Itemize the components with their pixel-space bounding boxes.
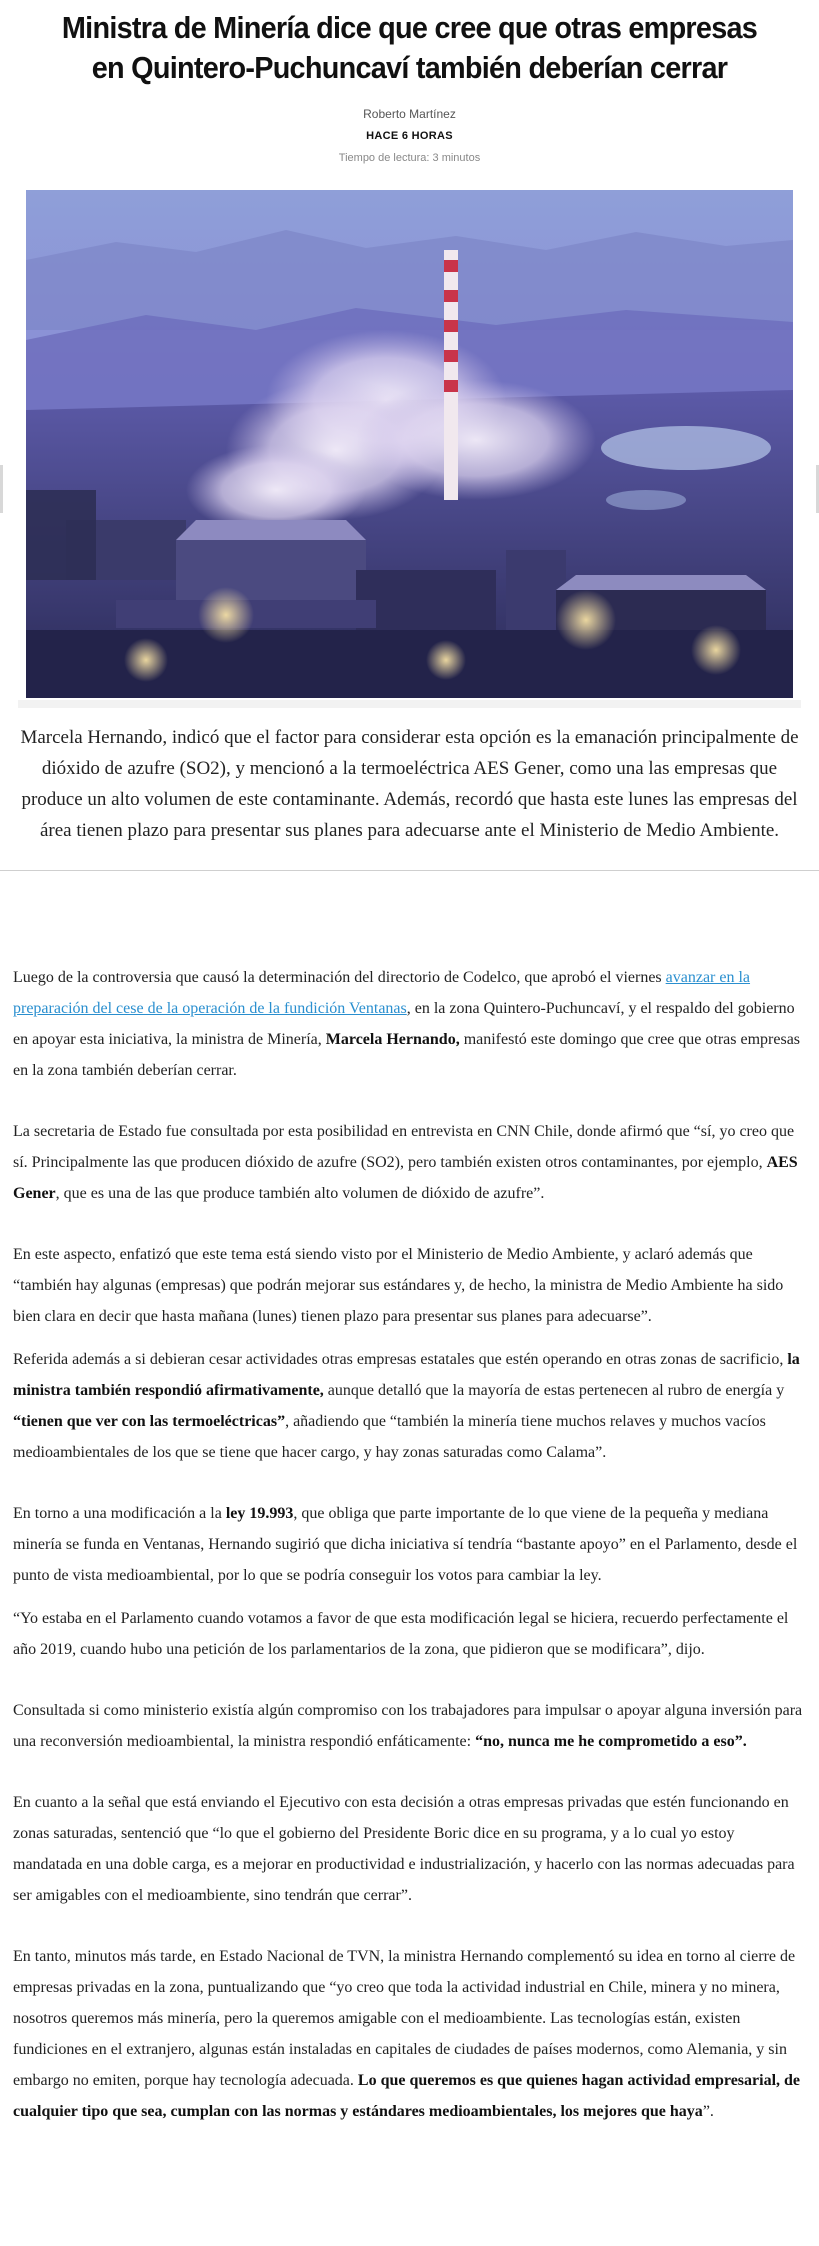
- article-lede: Marcela Hernando, indicó que el factor para considerar esta opción es la emanación principalmente de dióxido de azufre (SO2), y mencionó a la termoeléctrica AES Gener, como una las empresas que produce un alto volumen de este contaminante. Además, recordó que hasta este lunes las empresas del área tienen plazo para presentar sus planes para adecuarse ante el Ministerio de Medio Ambiente.: [20, 727, 799, 841]
- article-headline: Ministra de Minería dice que cree que otras empresas en Quintero-Puchuncaví también deberían cerrar: [61, 10, 758, 85]
- industrial-plant-illustration: [26, 190, 793, 698]
- body-paragraph: Referida además a si debieran cesar actividades otras empresas estatales que estén operando en otras zonas de sacrificio, la ministra también respondió afirmativamente, aunque detalló que la mayoría de estas pertenecen al rubro de energía y “tienen que ver con las termoeléctricas”, añadiendo que “también la minería tiene muchos relaves y muchos vacíos medioambientales de los que se tiene que hacer cargo, y hay zonas saturadas como Calama”.: [13, 1351, 800, 1461]
- publish-time: HACE 6 HORAS: [366, 130, 453, 142]
- body-paragraph: Luego de la controversia que causó la determinación del directorio de Codelco, que aprobó el viernes avanzar en la preparación del cese de la operación de la fundición Ventanas, en la zona Quintero-Puchuncaví, y el respaldo del gobierno en apoyar esta iniciativa, la ministra de Minería, Marcela Hernando, manifestó este domingo que cree que otras empresas en la zona también deberían cerrar.: [13, 969, 801, 1079]
- body-paragraph: En este aspecto, enfatizó que este tema está siendo visto por el Ministerio de Medio Ambiente, y aclaró además que “también hay algunas (empresas) que podrán mejorar sus estándares y, de hecho, la ministra de Medio Ambiente ha sido bien clara en decir que hasta mañana (lunes) tienen plazo para presentar sus planes para adecuarse”.: [13, 1246, 784, 1325]
- body-paragraph: Consultada si como ministerio existía algún compromiso con los trabajadores para impulsar o apoyar alguna inversión para una reconversión medioambiental, la ministra respondió enfáticamente: “no, nunca me he comprometido a eso”.: [13, 1702, 803, 1750]
- author-name[interactable]: Roberto Martínez: [363, 107, 456, 121]
- image-caption-band: [18, 700, 801, 708]
- article-body: [13, 962, 806, 2157]
- body-paragraph: “Yo estaba en el Parlamento cuando votamos a favor de que esta modificación legal se hiciera, recuerdo perfectamente el año 2019, cuando hubo una petición de los parlamentarios de la zona, que pidieron que se modificara”, dijo.: [13, 1610, 789, 1658]
- body-paragraph: En torno a una modificación a la ley 19.993, que obliga que parte importante de lo que viene de la pequeña y mediana minería se funda en Ventanas, Hernando sugirió que dicha iniciativa sí tendría “bastante apoyo” en el Parlamento, desde el punto de vista medioambiental, por lo que se podría conseguir los votos para cambiar la ley.: [13, 1505, 798, 1584]
- body-paragraph: En cuanto a la señal que está enviando el Ejecutivo con esta decisión a otras empresas privadas que estén funcionando en zonas saturadas, sentenció que “lo que el gobierno del Presidente Boric dice en su programa, y a lo cual yo estoy mandatada en una doble carga, es a mejorar en productividad e industrialización, y hacerlo con las normas adecuadas para ser amigables con el medioambiente, sino tendrán que cerrar”.: [13, 1794, 795, 1904]
- section-divider: [0, 870, 819, 871]
- body-paragraph: En tanto, minutos más tarde, en Estado Nacional de TVN, la ministra Hernando complementó su idea en torno al cierre de empresas privadas en la zona, puntualizando que “yo creo que toda la actividad industrial en Chile, minera y no minera, nosotros queremos más minería, pero la queremos amigable con el medioambiente. Las tecnologías están, existen fundiciones en el extranjero, algunas están instaladas en capitales de ciudades de países modernos, como Alemania, y sin embargo no emiten, porque hay tecnología adecuada. Lo que queremos es que quienes hagan actividad empresarial, de cualquier tipo que sea, cumplan con las normas y estándares medioambientales, los mejores que haya”.: [13, 1948, 801, 2120]
- left-scroll-edge: [0, 465, 3, 513]
- body-paragraph: La secretaria de Estado fue consultada por esta posibilidad en entrevista en CNN Chile, donde afirmó que “sí, yo creo que sí. Principalmente las que producen dióxido de azufre (SO2), pero también existen otros contaminantes, por ejemplo, AES Gener, que es una de las que produce también alto volumen de dióxido de azufre”.: [13, 1123, 798, 1202]
- article-image[interactable]: [26, 190, 793, 698]
- reading-time: Tiempo de lectura: 3 minutos: [338, 152, 481, 164]
- codelco-ventanas-link[interactable]: avanzar en la preparación del cese de la operación de la fundición Ventanas: [13, 969, 751, 1017]
